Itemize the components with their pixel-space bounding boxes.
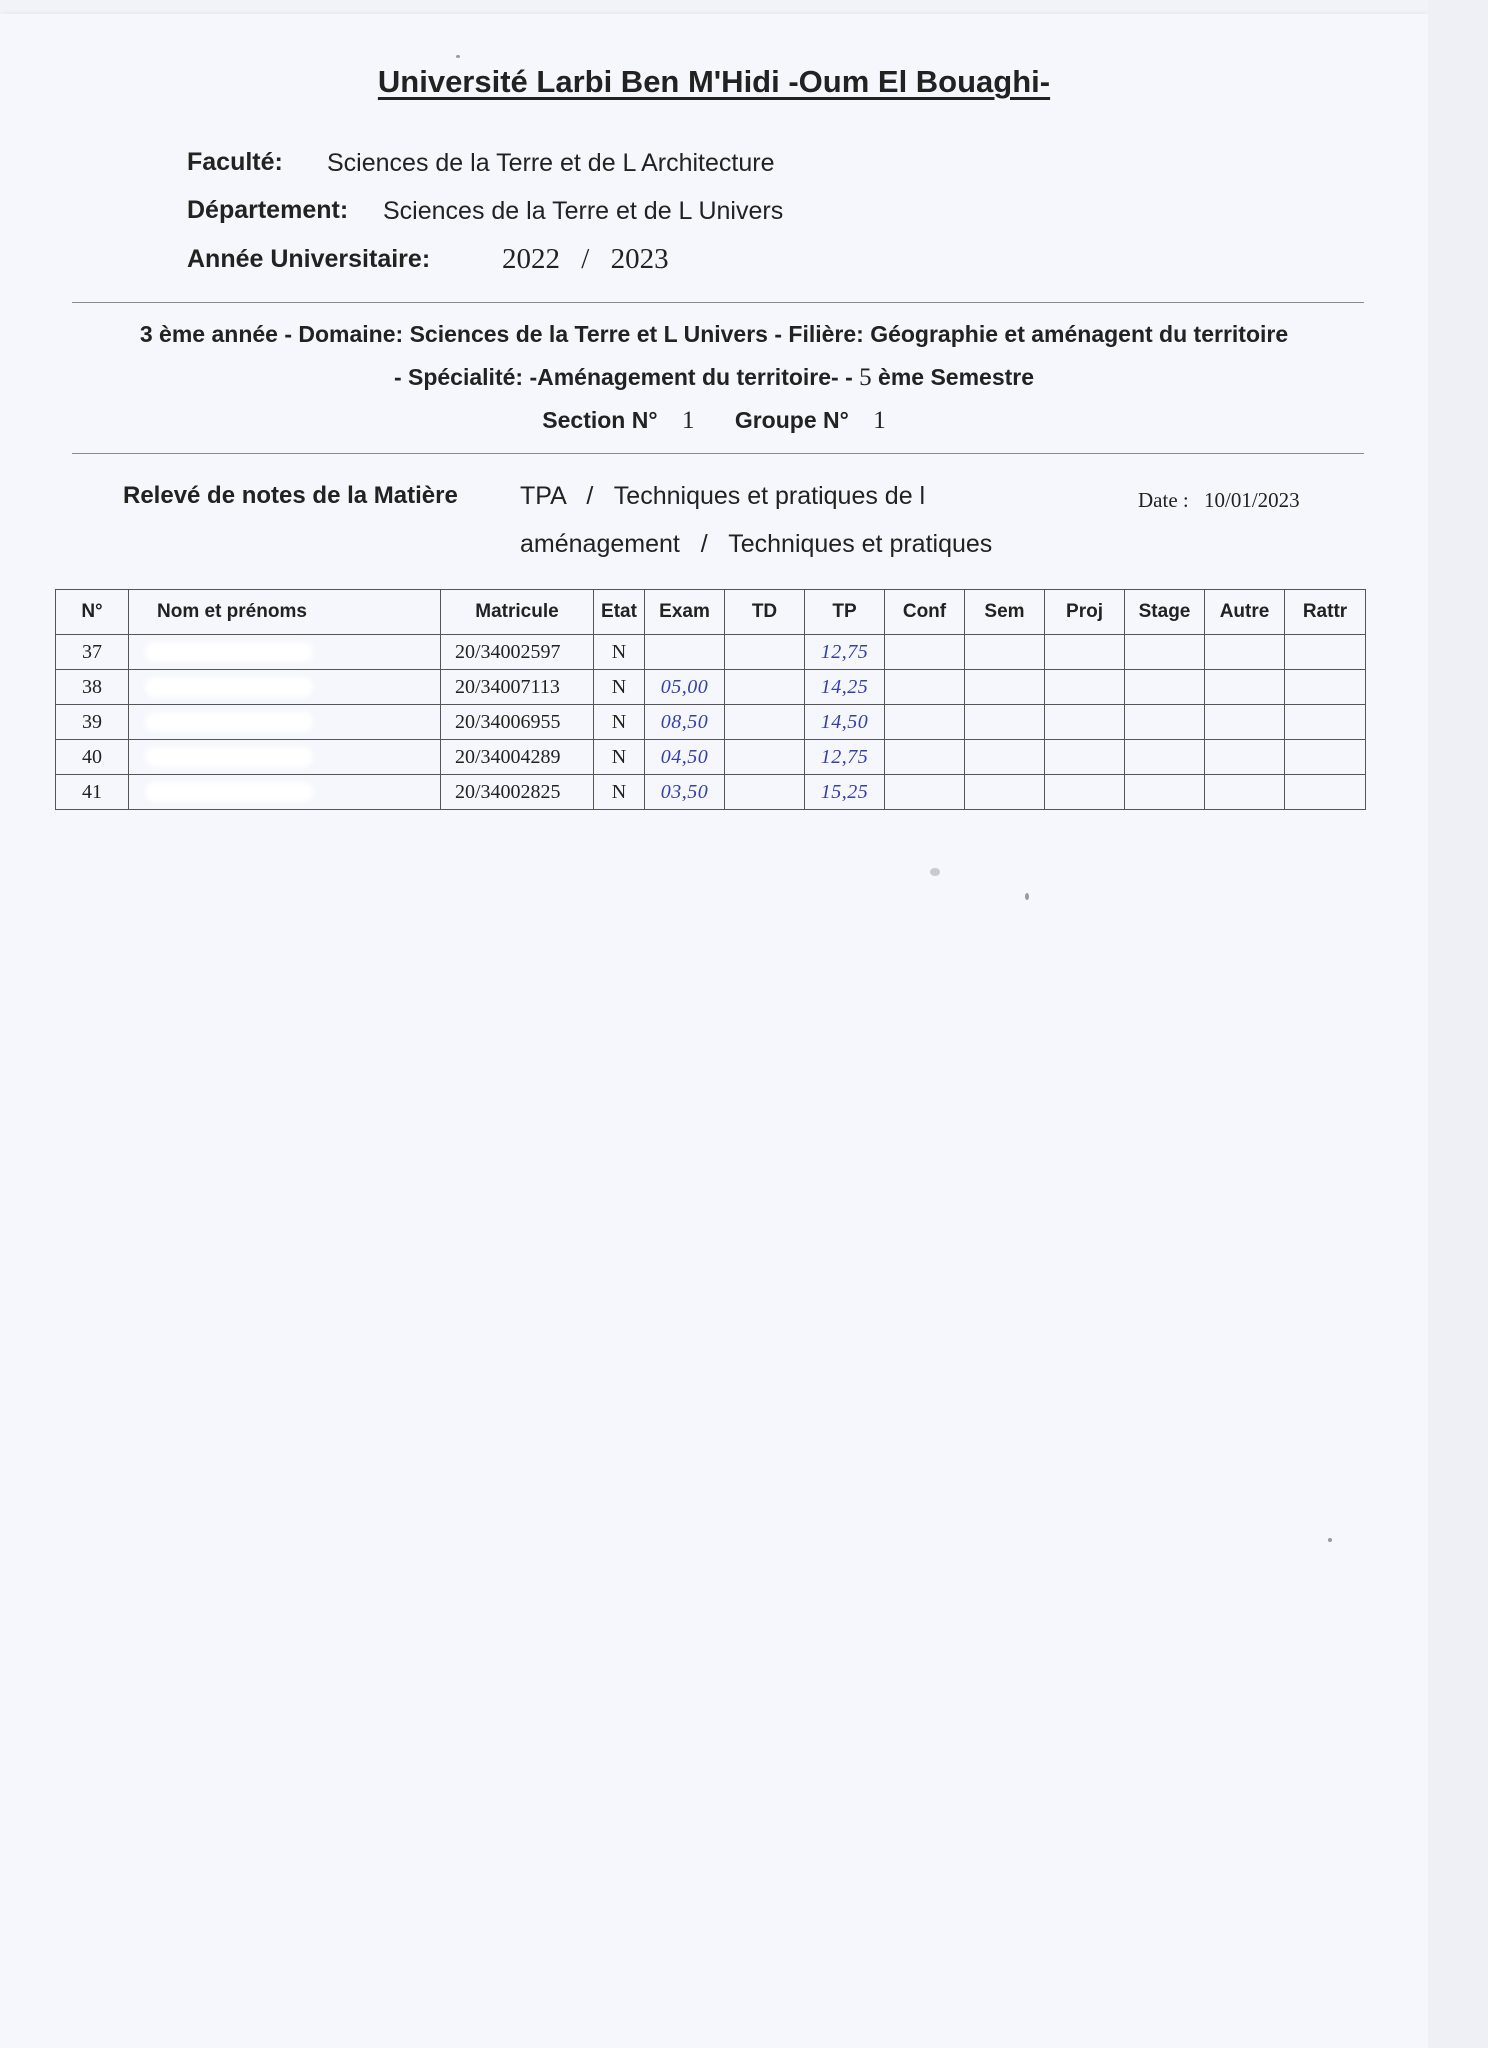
td-grade xyxy=(725,740,805,775)
stage-grade xyxy=(1125,635,1205,670)
row-number: 38 xyxy=(56,670,129,705)
groupe-value: 1 xyxy=(873,407,886,434)
paper-sheet xyxy=(0,14,1428,2048)
specialite: - Spécialité: -Aménagement du territoire- - xyxy=(393,364,853,390)
sem-grade xyxy=(965,705,1045,740)
rattr-grade xyxy=(1285,705,1366,740)
conf-grade xyxy=(885,635,965,670)
rattr-grade xyxy=(1285,670,1366,705)
etat: N xyxy=(594,635,645,670)
section-groupe-line xyxy=(0,407,1428,435)
col-header-matricule: Matricule xyxy=(441,590,594,635)
exam-grade: 08,50 xyxy=(645,705,725,740)
matiere-sep-1: / xyxy=(586,482,594,510)
tp-grade: 14,25 xyxy=(805,670,885,705)
col-header-td: TD xyxy=(725,590,805,635)
sem-grade xyxy=(965,635,1045,670)
departement-value: Sciences de la Terre et de L Univers xyxy=(383,197,784,225)
faculte-value: Sciences de la Terre et de L Architecture xyxy=(327,149,775,177)
divider-top xyxy=(72,302,1364,303)
col-header-etat: Etat xyxy=(594,590,645,635)
etat: N xyxy=(594,775,645,810)
rattr-grade xyxy=(1285,635,1366,670)
col-header-sem: Sem xyxy=(965,590,1045,635)
annee-start: 2022 xyxy=(502,243,560,275)
proj-grade xyxy=(1045,635,1125,670)
autre-grade xyxy=(1205,670,1285,705)
exam-grade: 05,00 xyxy=(645,670,725,705)
col-header-autre: Autre xyxy=(1205,590,1285,635)
proj-grade xyxy=(1045,705,1125,740)
col-header-stage: Stage xyxy=(1125,590,1205,635)
table-row xyxy=(56,670,1366,705)
autre-grade xyxy=(1205,740,1285,775)
proj-grade xyxy=(1045,775,1125,810)
td-grade xyxy=(725,775,805,810)
conf-grade xyxy=(885,705,965,740)
releve-label: Relevé de notes de la Matière xyxy=(123,482,458,509)
program-line-2 xyxy=(0,364,1428,392)
td-grade xyxy=(725,670,805,705)
departement-label: Département: xyxy=(187,196,349,224)
col-header-tp: TP xyxy=(805,590,885,635)
row-number: 39 xyxy=(56,705,129,740)
col-header-proj: Proj xyxy=(1045,590,1125,635)
matricule: 20/34007113 xyxy=(441,670,594,705)
matiere-line-2 xyxy=(520,530,992,559)
matiere-name-part2: aménagement xyxy=(520,530,680,558)
conf-grade xyxy=(885,775,965,810)
exam-grade: 03,50 xyxy=(645,775,725,810)
annee-end: 2023 xyxy=(610,243,669,275)
col-header-exam: Exam xyxy=(645,590,725,635)
conf-grade xyxy=(885,670,965,705)
sem-grade xyxy=(965,775,1045,810)
row-number: 41 xyxy=(56,775,129,810)
matricule: 20/34004289 xyxy=(441,740,594,775)
divider-bottom xyxy=(72,453,1364,454)
etat: N xyxy=(594,740,645,775)
proj-grade xyxy=(1045,670,1125,705)
row-number: 37 xyxy=(56,635,129,670)
matricule: 20/34006955 xyxy=(441,705,594,740)
proj-grade xyxy=(1045,740,1125,775)
groupe-label: Groupe N° xyxy=(734,407,849,433)
student-name-redacted xyxy=(129,635,441,670)
annee-separator: / xyxy=(581,243,590,275)
matiere-sep-2: / xyxy=(700,530,708,558)
row-number: 40 xyxy=(56,740,129,775)
matricule: 20/34002825 xyxy=(441,775,594,810)
student-name-redacted xyxy=(129,705,441,740)
tp-grade: 15,25 xyxy=(805,775,885,810)
matiere-short-name: Techniques et pratiques xyxy=(728,530,993,558)
scan-speck xyxy=(1328,1538,1332,1542)
td-grade xyxy=(725,635,805,670)
rattr-grade xyxy=(1285,775,1366,810)
matiere-line-1 xyxy=(520,482,925,511)
stage-grade xyxy=(1125,670,1205,705)
table-row xyxy=(56,705,1366,740)
stage-grade xyxy=(1125,705,1205,740)
annee-label: Année Universitaire: xyxy=(187,245,431,273)
table-header-row xyxy=(56,590,1366,635)
exam-grade xyxy=(645,635,725,670)
stage-grade xyxy=(1125,740,1205,775)
stage-grade xyxy=(1125,775,1205,810)
col-header-rattr: Rattr xyxy=(1285,590,1366,635)
col-header-n: N° xyxy=(56,590,129,635)
autre-grade xyxy=(1205,635,1285,670)
student-name-redacted xyxy=(129,670,441,705)
annee-value xyxy=(502,243,669,276)
student-name-redacted xyxy=(129,740,441,775)
tp-grade: 14,50 xyxy=(805,705,885,740)
matiere-code: TPA xyxy=(520,482,566,510)
grades-table xyxy=(55,589,1366,810)
td-grade xyxy=(725,705,805,740)
conf-grade xyxy=(885,740,965,775)
table-row xyxy=(56,740,1366,775)
scan-speck xyxy=(930,868,940,876)
autre-grade xyxy=(1205,705,1285,740)
semester-suffix: ème Semestre xyxy=(878,364,1035,390)
matiere-name-part1: Techniques et pratiques de l xyxy=(613,482,926,510)
table-row xyxy=(56,775,1366,810)
sem-grade xyxy=(965,670,1045,705)
matricule: 20/34002597 xyxy=(441,635,594,670)
rattr-grade xyxy=(1285,740,1366,775)
tp-grade: 12,75 xyxy=(805,740,885,775)
etat: N xyxy=(594,705,645,740)
university-title: Université Larbi Ben M'Hidi -Oum El Bouaghi- xyxy=(377,64,1051,99)
table-row xyxy=(56,635,1366,670)
tp-grade: 12,75 xyxy=(805,635,885,670)
exam-grade: 04,50 xyxy=(645,740,725,775)
sem-grade xyxy=(965,740,1045,775)
date xyxy=(1138,488,1300,513)
date-label: Date : xyxy=(1138,488,1189,512)
col-header-nom: Nom et prénoms xyxy=(129,590,441,635)
section-label: Section N° xyxy=(542,407,658,433)
date-value: 10/01/2023 xyxy=(1203,488,1300,512)
scan-speck xyxy=(1025,893,1029,900)
semester-number: 5 xyxy=(859,364,872,391)
scan-speck xyxy=(456,55,460,58)
col-header-conf: Conf xyxy=(885,590,965,635)
etat: N xyxy=(594,670,645,705)
student-name-redacted xyxy=(129,775,441,810)
program-line-1: 3 ème année - Domaine: Sciences de la Terre et L Univers - Filière: Géographie et aménagent du territoire xyxy=(139,321,1289,347)
scanner-edge xyxy=(1428,0,1488,2048)
faculte-label: Faculté: xyxy=(187,148,283,176)
section-value: 1 xyxy=(681,407,695,434)
autre-grade xyxy=(1205,775,1285,810)
